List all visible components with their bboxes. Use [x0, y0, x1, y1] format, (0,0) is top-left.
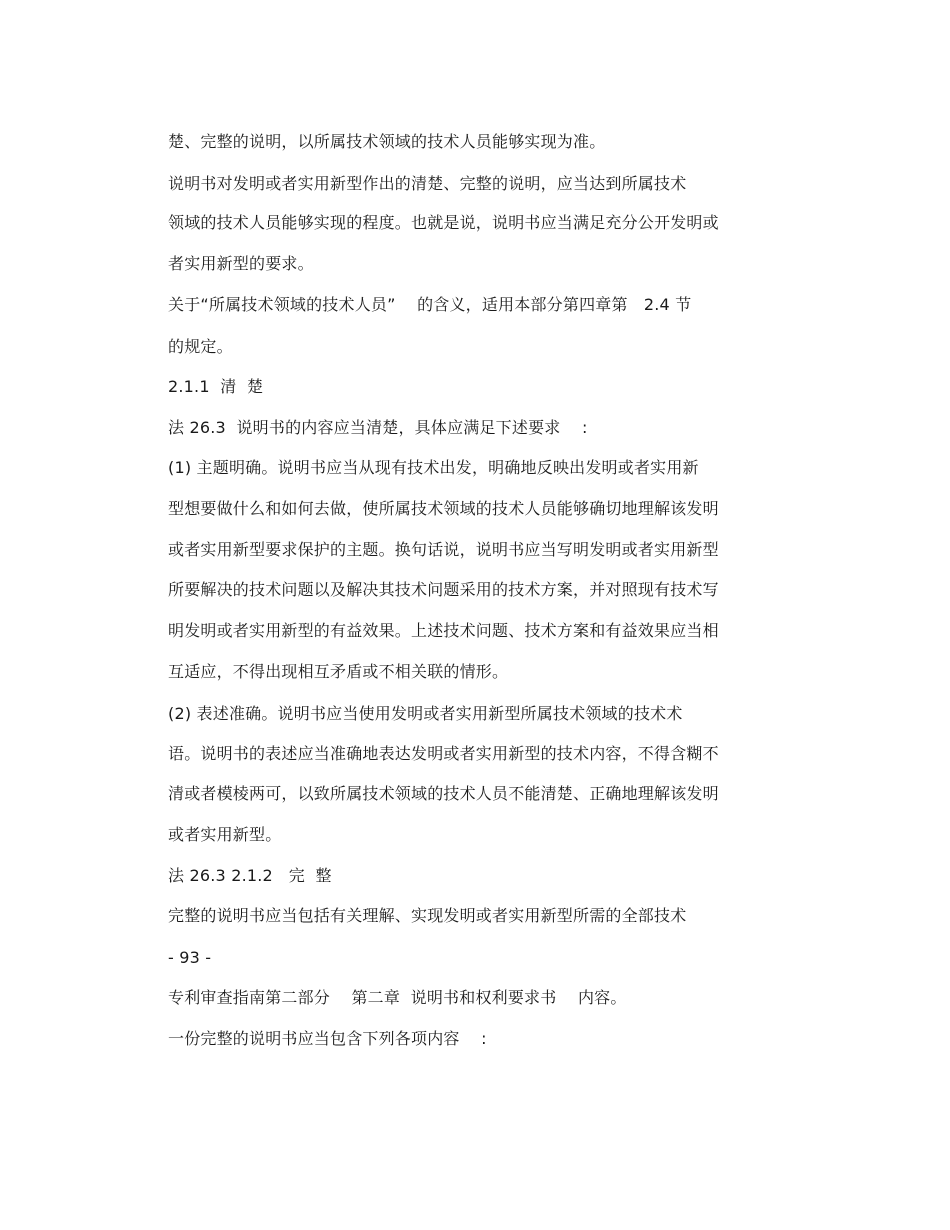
text-line-14: 互适应，不得出现相互矛盾或不相关联的情形。: [168, 662, 509, 681]
section-heading-2-1-1: 2.1.1 清 楚: [168, 377, 264, 396]
text-line-17: 清或者模棱两可，以致所属技术领域的技术人员不能清楚、正确地理解该发明: [168, 784, 719, 803]
running-header: 专利审查指南第二部分 第二章 说明书和权利要求书 内容。: [168, 988, 627, 1007]
text-line-4: 者实用新型的要求。: [168, 254, 314, 273]
text-line-16: 语。说明书的表述应当准确地表达发明或者实用新型的技术内容，不得含糊不: [168, 744, 719, 763]
text-line-6: 的规定。: [168, 337, 233, 356]
text-line-15: (2) 表述准确。说明书应当使用发明或者实用新型所属技术领域的技术术: [168, 704, 683, 723]
text-line-9: (1) 主题明确。说明书应当从现有技术出发，明确地反映出发明或者实用新: [168, 458, 699, 477]
text-line-11: 或者实用新型要求保护的主题。换句话说，说明书应当写明发明或者实用新型: [168, 540, 719, 559]
text-line-13: 明发明或者实用新型的有益效果。上述技术问题、技术方案和有益效果应当相: [168, 621, 719, 640]
section-heading-2-1-2: 法 26.3 2.1.2 完 整: [168, 866, 332, 885]
text-line-8: 法 26.3 说明书的内容应当清楚，具体应满足下述要求 :: [168, 418, 588, 437]
text-line-18: 或者实用新型。: [168, 825, 282, 844]
text-line-1: 楚、完整的说明，以所属技术领域的技术人员能够实现为准。: [168, 132, 606, 151]
text-line-5: 关于“所属技术领域的技术人员” 的含义，适用本部分第四章第 2.4 节: [168, 295, 692, 314]
text-line-3: 领域的技术人员能够实现的程度。也就是说，说明书应当满足充分公开发明或: [168, 213, 719, 232]
text-line-23: 一份完整的说明书应当包含下列各项内容 :: [168, 1029, 487, 1048]
page-number: - 93 -: [168, 948, 212, 967]
text-line-20: 完整的说明书应当包括有关理解、实现发明或者实用新型所需的全部技术: [168, 906, 687, 925]
text-line-10: 型想要做什么和如何去做，使所属技术领域的技术人员能够确切地理解该发明: [168, 499, 719, 518]
text-line-2: 说明书对发明或者实用新型作出的清楚、完整的说明，应当达到所属技术: [168, 174, 687, 193]
text-line-12: 所要解决的技术问题以及解决其技术问题采用的技术方案，并对照现有技术写: [168, 580, 719, 599]
